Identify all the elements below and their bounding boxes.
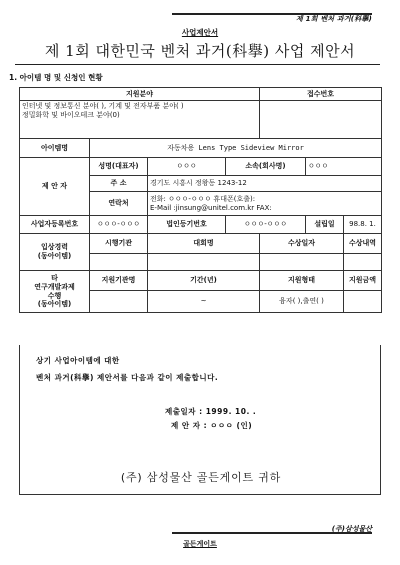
representative-name-value[interactable]: ㅇㅇㅇ xyxy=(148,158,226,176)
other-rnd-line: 수행 xyxy=(47,291,62,300)
other-col-amount: 지원금액 xyxy=(344,271,382,291)
corporate-registration-label: 법인등기번호 xyxy=(148,216,226,234)
establishment-date-label: 설립일 xyxy=(306,216,344,234)
other-rnd-label xyxy=(20,271,90,313)
award-history-subtitle: (동아이템) xyxy=(37,252,72,260)
corporate-registration-value[interactable]: ㅇㅇㅇ-ㅇㅇㅇ xyxy=(226,216,306,234)
other-rnd-line: (동아이템) xyxy=(37,300,72,309)
statement-line: 벤처 과거(科擧) 제안서를 다음과 같이 제출합니다. xyxy=(36,373,219,382)
category-option-line: 정밀화학 및 바이오테크 분야(0) xyxy=(22,110,120,119)
document-title: 제 1회 대한민국 벤처 과거(科擧) 사업 제안서 xyxy=(44,42,356,60)
contact-email-line: E-Mail :jinsung@unitel.com.kr FAX: xyxy=(150,203,272,212)
other-col-support-type: 지원형태 xyxy=(260,271,344,291)
other-rnd-line: 연구개발과제 xyxy=(34,282,75,291)
footer-rule xyxy=(172,532,372,534)
business-registration-label: 사업자등록번호 xyxy=(20,216,90,234)
other-support-type-value[interactable]: 융자( ),출연( ) xyxy=(260,291,344,313)
category-header: 지원분야 xyxy=(20,88,260,101)
address-value[interactable]: 경기도 시흥시 정왕동 1243-12 xyxy=(148,176,382,192)
address-label: 주 소 xyxy=(90,176,148,192)
header-label: 제 1회 벤처 과거(科擧) xyxy=(296,15,372,23)
receipt-number-value[interactable] xyxy=(260,101,382,139)
representative-name-label: 성명(대표자) xyxy=(90,158,148,176)
award-history-title: 입상경력 xyxy=(40,243,69,252)
item-name-value[interactable]: 자동차용 Lens Type Sideview Mirror xyxy=(90,139,382,158)
award-col-contest: 대회명 xyxy=(148,234,260,254)
other-col-period: 기간(년) xyxy=(148,271,260,291)
other-rnd-line: 타 xyxy=(51,274,58,282)
addressee: (주) 삼성물산 골든게이트 귀하 xyxy=(120,471,282,484)
contact-phone-line: 전화: ㅇㅇㅇ-ㅇㅇㅇ 휴대폰(호출): xyxy=(150,194,256,203)
award-col-detail: 수상내역 xyxy=(344,234,382,254)
application-form-table xyxy=(19,87,382,313)
award-history-label xyxy=(20,234,90,271)
footer-company: (주)삼성물산 xyxy=(331,525,372,533)
award-date-value[interactable] xyxy=(260,254,344,271)
award-contest-value[interactable] xyxy=(148,254,260,271)
affiliation-value[interactable]: ㅇㅇㅇ xyxy=(306,158,382,176)
award-agency-value[interactable] xyxy=(90,254,148,271)
proposer-label: 제 안 자 xyxy=(20,158,90,216)
contact-value[interactable] xyxy=(148,192,382,216)
section-heading: 1. 아이템 명 및 신청인 현황 xyxy=(9,73,103,82)
applicant-signature: 제 안 자 : ㅇㅇㅇ (인) xyxy=(171,421,253,430)
category-options xyxy=(20,101,260,139)
contact-label: 연락처 xyxy=(90,192,148,216)
other-agency-value[interactable] xyxy=(90,291,148,313)
item-name-label: 아이템명 xyxy=(20,139,90,158)
receipt-number-header: 접수번호 xyxy=(260,88,382,101)
establishment-date-value[interactable]: 98.8. 1. xyxy=(344,216,382,234)
award-col-agency: 시행기관 xyxy=(90,234,148,254)
footer-label: 골든게이트 xyxy=(183,540,217,548)
category-option-line: 인터넷 및 정보통신 분야( ), 기계 및 전자부품 분야( ) xyxy=(22,102,184,110)
document-type: 사업제안서 xyxy=(181,28,219,37)
other-period-value[interactable]: ~ xyxy=(148,291,260,313)
other-amount-value[interactable] xyxy=(344,291,382,313)
affiliation-label: 소속(회사명) xyxy=(226,158,306,176)
business-registration-value[interactable]: ㅇㅇㅇ-ㅇㅇㅇ xyxy=(90,216,148,234)
award-col-date: 수상일자 xyxy=(260,234,344,254)
title-divider xyxy=(15,64,380,65)
submission-date: 제출일자 : 1999. 10. . xyxy=(165,407,257,416)
other-col-agency: 지원기관명 xyxy=(90,271,148,291)
submission-statement xyxy=(19,345,381,495)
statement-line: 상기 사업아이템에 대한 xyxy=(36,356,120,365)
award-detail-value[interactable] xyxy=(344,254,382,271)
